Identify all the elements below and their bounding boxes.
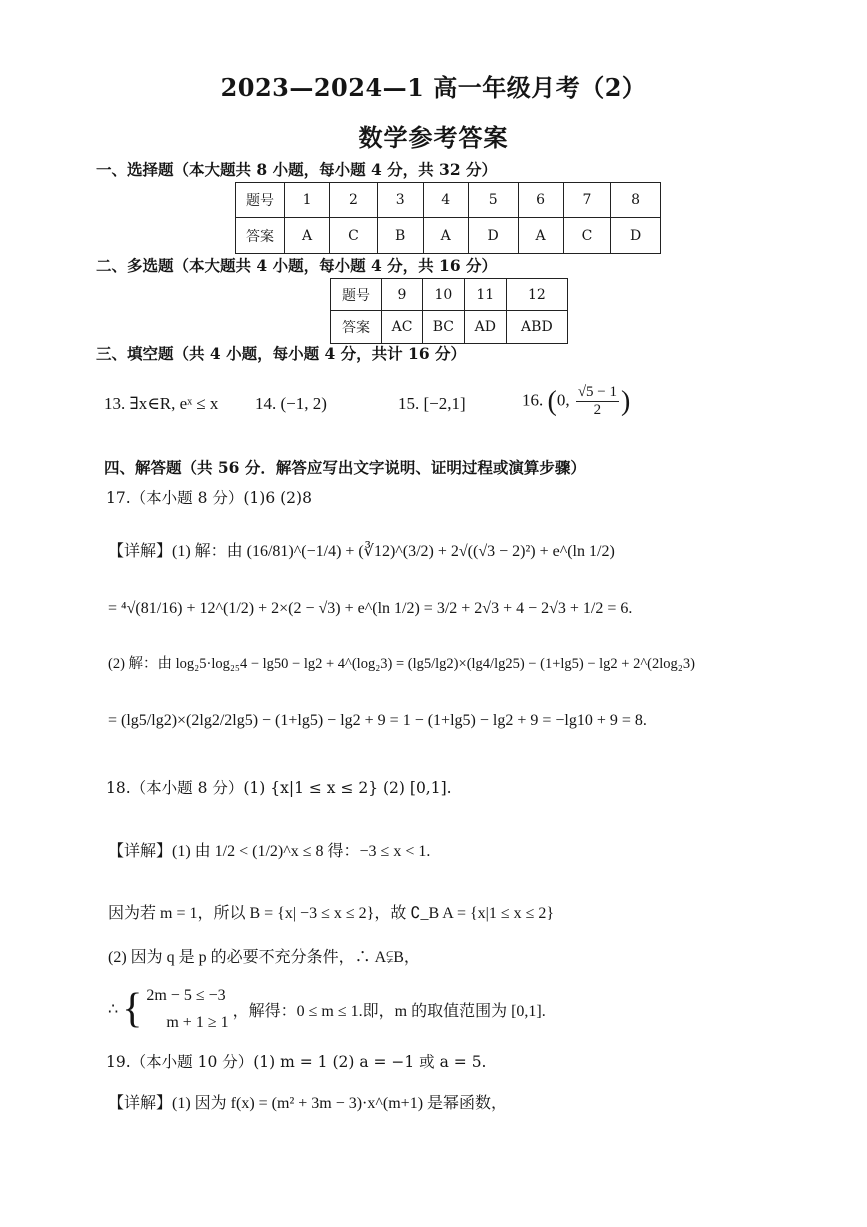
q18-system: ∴ { 2m − 5 ≤ −3 m + 1 ≥ 1 ，解得：0 ≤ m ≤ 1.即，m 的取值范围为 [0,1]. xyxy=(108,982,546,1036)
section-heading-multi: 二、多选题（本大题共 4 小题，每小题 4 分，共 16 分） xyxy=(96,256,498,275)
table-cell: 1 xyxy=(285,183,330,218)
section-heading-choice: 一、选择题（本大题共 8 小题，每小题 4 分，共 32 分） xyxy=(96,160,498,179)
table-cell: A xyxy=(423,218,468,254)
table-cell: 9 xyxy=(382,279,423,311)
q17-detail-part1: 【详解】(1) 解：由 (16/81)^(−1/4) + (∛12)^(3/2) + 2√((√3 − 2)²) + e^(ln 1/2) xyxy=(108,543,615,560)
table-cell: 3 xyxy=(377,183,423,218)
q17-line-4: = (lg5/lg2)×(2lg2/2lg5) − (1+lg5) − lg2 + 9 = 1 − (1+lg5) − lg2 + 9 = −lg10 + 9 = 8. xyxy=(108,712,647,729)
table-cell: AC xyxy=(382,311,423,344)
table-cell: BC xyxy=(422,311,464,344)
q18-inequality-2: m + 1 ≥ 1 xyxy=(166,1014,229,1032)
answer-15: 15. [−2,1] xyxy=(398,394,466,413)
q19-detail: 【详解】(1) 因为 f(x) = (m² + 3m − 3)·x^(m+1) 是幂函数， xyxy=(108,1095,508,1112)
table-cell: 11 xyxy=(464,279,506,311)
table-cell: A xyxy=(518,218,563,254)
answer-16-denominator: 2 xyxy=(593,402,602,419)
multi-answer-table xyxy=(330,278,568,344)
table-cell: 10 xyxy=(422,279,464,311)
choice-answer-table xyxy=(235,182,661,254)
q17-summary: 17.（本小题 8 分）(1)6 (2)8 xyxy=(106,489,312,507)
answer-16-label: 16. xyxy=(522,390,544,410)
q18-inequality-1: 2m − 5 ≤ −3 xyxy=(146,987,226,1004)
table-header-cell: 答案 xyxy=(236,218,285,254)
q18-line-4: ，解得：0 ≤ m ≤ 1.即，m 的取值范围为 [0,1]. xyxy=(232,1002,546,1020)
exam-title: 2023—2024—1 高一年级月考（2） xyxy=(220,73,647,102)
section-heading-fill: 三、填空题（共 4 小题，每小题 4 分，共计 16 分） xyxy=(96,344,467,363)
answer-16: 16. (0, $\frac{√5 - 1}{2}$ ) xyxy=(522,384,631,419)
table-cell: 7 xyxy=(563,183,611,218)
table-cell: C xyxy=(330,218,378,254)
q18-line-3: (2) 因为 q 是 p 的必要不充分条件，∴ A⫋B， xyxy=(108,949,420,966)
answer-16-numerator: √5 − 1 xyxy=(576,384,619,402)
table-cell: D xyxy=(611,218,661,254)
table-header-cell: 题号 xyxy=(331,279,382,311)
answer-14: 14. (−1, 2) xyxy=(255,394,327,413)
table-cell: B xyxy=(377,218,423,254)
q18-detail-part1: 【详解】(1) 由 1/2 < (1/2)^x ≤ 8 得：−3 ≤ x < 1. xyxy=(108,843,431,860)
table-cell: C xyxy=(563,218,611,254)
q17-line-2: = ⁴√(81/16) + 12^(1/2) + 2×(2 − √3) + e^(ln 1/2) = 3/2 + 2√3 + 4 − 2√3 + 1/2 = 6. xyxy=(108,600,633,617)
section-heading-solutions: 四、解答题（共 56 分．解答应写出文字说明、证明过程或演算步骤） xyxy=(104,458,586,477)
table-header-cell: 答案 xyxy=(331,311,382,344)
q18-summary: 18.（本小题 8 分）(1) {x|1 ≤ x ≤ 2} (2) [0,1]. xyxy=(106,779,452,797)
q17-detail-part2: (2) 解：由 log₂5·log₂₅4 − lg50 − lg2 + 4^(log₂3) = (lg5/lg2)×(lg4/lg25) − (1+lg5) − lg2 + 2^(2log₂3) xyxy=(108,656,695,672)
q18-line-2: 因为若 m = 1，所以 B = {x| −3 ≤ x ≤ 2}，故 ∁_B A = {x|1 ≤ x ≤ 2} xyxy=(108,905,555,922)
table-cell: 2 xyxy=(330,183,378,218)
table-cell: 8 xyxy=(611,183,661,218)
table-cell: 5 xyxy=(468,183,518,218)
answer-13: 13. ∃x∈R, eˣ ≤ x xyxy=(104,394,219,413)
q19-summary: 19.（本小题 10 分）(1) m = 1 (2) a = −1 或 a = 5. xyxy=(106,1053,487,1071)
table-cell: 12 xyxy=(506,279,567,311)
table-cell: A xyxy=(285,218,330,254)
table-cell: AD xyxy=(464,311,506,344)
table-cell: ABD xyxy=(506,311,567,344)
table-header-cell: 题号 xyxy=(236,183,285,218)
table-cell: D xyxy=(468,218,518,254)
table-cell: 4 xyxy=(423,183,468,218)
document-title: 数学参考答案 xyxy=(358,123,509,152)
table-cell: 6 xyxy=(518,183,563,218)
